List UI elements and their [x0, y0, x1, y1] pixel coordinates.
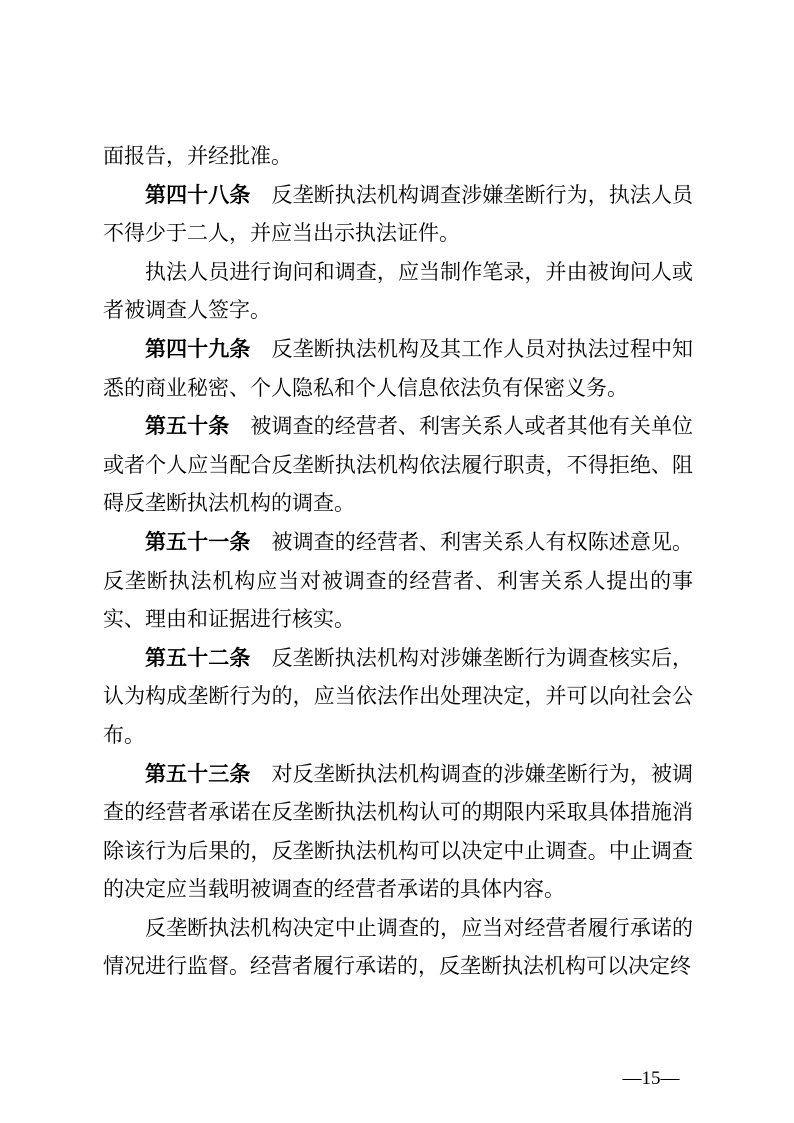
paragraph-text: 反垄断执法机构对涉嫌垄断行为调查核实后，认为构成垄断行为的，应当依法作出处理决定，并可以向社会公布。: [103, 645, 694, 747]
paragraph-text: 执法人员进行询问和调查，应当制作笔录，并由被询问人或者被调查人签字。: [103, 259, 693, 323]
paragraph-text: 对反垄断执法机构调查的涉嫌垄断行为，被调查的经营者承诺在反垄断执法机构认可的期限内采取具体措施消除该行为后果的，反垄断执法机构可以决定中止调查。中止调查的决定应当载明被调查的经营者承诺的具体内容。: [103, 761, 694, 902]
paragraph-text: 反垄断执法机构及其工作人员对执法过程中知悉的商业秘密、个人隐私和个人信息依法负有保密义务。: [103, 336, 694, 400]
paragraph: [103, 755, 693, 909]
paragraph-text: 面报告，并经批准。: [103, 144, 292, 168]
page-number: —15—: [622, 1068, 680, 1089]
article-number: 第五十三条: [145, 761, 251, 786]
article-number: 第四十九条: [145, 336, 251, 361]
paragraph: [103, 253, 693, 330]
paragraph: [103, 407, 693, 523]
article-number: 第五十二条: [145, 645, 251, 670]
paragraph: [103, 176, 693, 253]
paragraph-text: 反垄断执法机构调查涉嫌垄断行为，执法人员不得少于二人，并应当出示执法证件。: [103, 182, 694, 246]
article-number: 第五十一条: [145, 529, 251, 554]
paragraph: [103, 909, 693, 986]
document-body: [103, 137, 693, 986]
paragraph-text: 反垄断执法机构决定中止调查的，应当对经营者履行承诺的情况进行监督。经营者履行承诺的，反垄断执法机构可以决定终: [103, 915, 693, 979]
paragraph-text: 被调查的经营者、利害关系人有权陈述意见。反垄断执法机构应当对被调查的经营者、利害关系人提出的事实、理由和证据进行核实。: [103, 529, 694, 632]
page-footer: [616, 1068, 686, 1090]
paragraph: [103, 137, 693, 176]
article-number: 第四十八条: [145, 182, 251, 207]
article-number: 第五十条: [145, 414, 230, 439]
paragraph: [103, 523, 693, 639]
paragraph: [103, 330, 693, 407]
paragraph: [103, 639, 693, 755]
paragraph-text: 被调查的经营者、利害关系人或者其他有关单位或者个人应当配合反垄断执法机构依法履行职责，不得拒绝、阻碍反垄断执法机构的调查。: [103, 414, 694, 516]
